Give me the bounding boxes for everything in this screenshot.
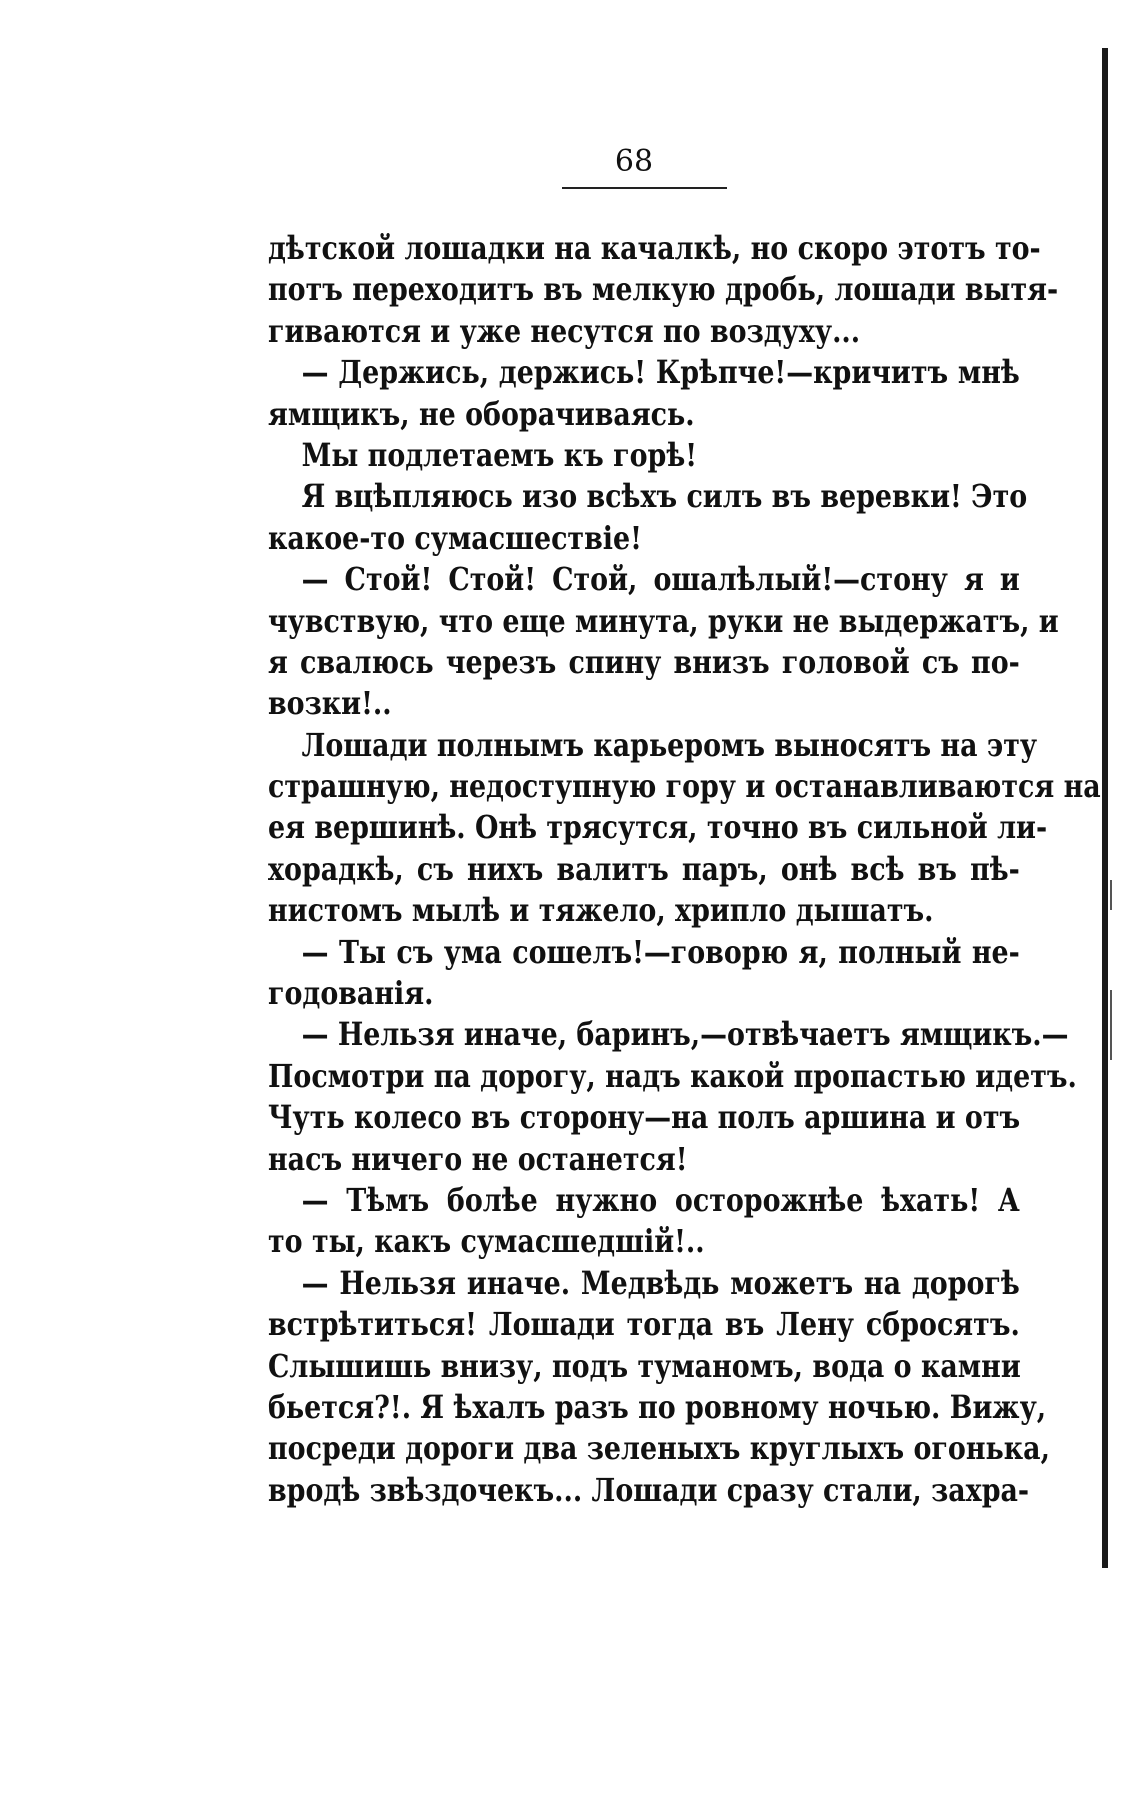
text-line: я свалюсь черезъ спину внизъ головой съ по- <box>268 642 1020 681</box>
text-line: — Тѣмъ болѣе нужно осторожнѣе ѣхать! А <box>301 1180 1020 1219</box>
text-line: — Ты съ ума сошелъ!—говорю я, полный не- <box>301 932 1020 971</box>
text-line: дѣтской лошадки на качалкѣ, но скоро этотъ то- <box>268 229 1041 267</box>
text-line: то ты, какъ сумасшедшій!.. <box>268 1222 705 1261</box>
text-line: — Нельзя иначе. Медвѣдь можетъ на дорогѣ <box>301 1263 1020 1302</box>
text-line: хорадкѣ, съ нихъ валитъ паръ, онѣ всѣ въ пѣ- <box>268 849 1020 888</box>
text-line: бьется?!. Я ѣхалъ разъ по ровному ночью. Вижу, <box>268 1387 1047 1426</box>
text-line: возки!.. <box>268 684 392 723</box>
body-text <box>268 228 1101 1511</box>
text-line: Я вцѣпляюсь изо всѣхъ силъ въ веревки! Это <box>301 477 1028 516</box>
text-line: вродѣ звѣздочекъ... Лошади сразу стали, захра- <box>268 1470 1030 1509</box>
text-line: страшную, недоступную гору и останавливаются на <box>268 767 1101 806</box>
text-line: — Нельзя иначе, баринъ,—отвѣчаетъ ямщикъ.— <box>301 1015 1069 1054</box>
text-line: Мы подлетаемъ къ горѣ! <box>301 435 698 474</box>
text-line: нистомъ мылѣ и тяжело, хрипло дышатъ. <box>268 891 934 930</box>
text-line: Лошади полнымъ карьеромъ выносятъ на эту <box>301 725 1038 764</box>
binding-edge <box>1102 48 1108 1568</box>
page-number-text: 68 <box>614 144 654 179</box>
header-rule <box>562 187 727 189</box>
page-number <box>0 142 1140 182</box>
edge-mark <box>1110 880 1112 910</box>
edge-mark <box>1110 990 1112 1060</box>
text-line: гиваются и уже несутся по воздуху... <box>268 311 861 350</box>
text-line: какое-то сумасшествіе! <box>268 518 642 557</box>
text-line: ея вершинѣ. Онѣ трясутся, точно въ сильной ли- <box>268 808 1048 847</box>
text-line: посреди дороги два зеленыхъ круглыхъ огонька, <box>268 1429 1050 1468</box>
text-line: — Держись, держись! Крѣпче!—кричитъ мнѣ <box>301 353 1020 392</box>
text-line: потъ переходитъ въ мелкую дробь, лошади вытя- <box>268 270 1059 309</box>
text-line: Чуть колесо въ сторону—на полъ аршина и отъ <box>268 1098 1021 1137</box>
text-line: насъ ничего не останется! <box>268 1139 688 1178</box>
text-line: годованія. <box>268 974 434 1013</box>
text-line: Слышишь внизу, подъ туманомъ, вода о камни <box>268 1346 1021 1385</box>
text-line: чувствую, что еще минута, руки не выдержатъ, и <box>268 601 1059 640</box>
text-line: Посмотри па дорогу, надъ какой пропастью идетъ. <box>268 1056 1077 1095</box>
text-line: встрѣтиться! Лошади тогда въ Лену сбросятъ. <box>268 1305 1020 1344</box>
text-line: — Стой! Стой! Стой, ошалѣлый!—стону я и <box>301 560 1020 599</box>
text-line: ямщикъ, не оборачиваясь. <box>268 394 695 433</box>
